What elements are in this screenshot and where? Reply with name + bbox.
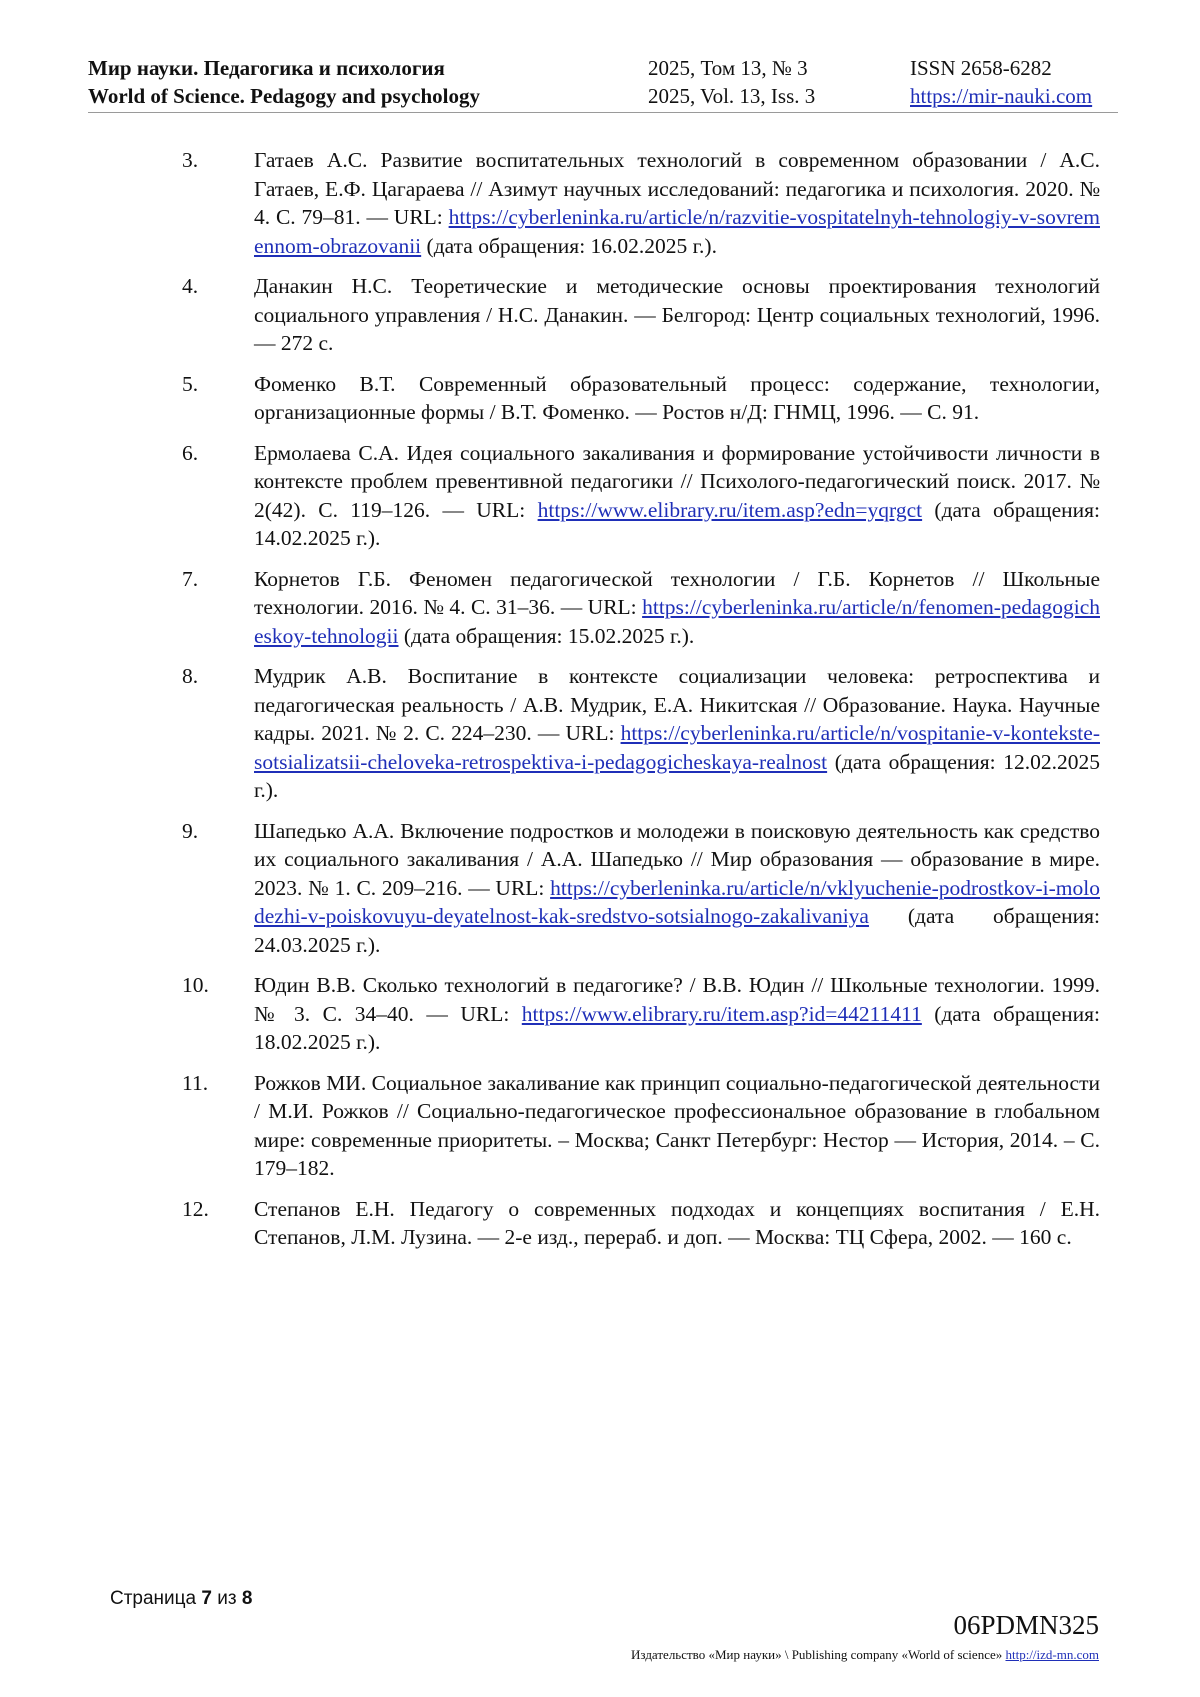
page-separator: из	[217, 1588, 237, 1609]
issue-en: 2025, Vol. 13, Iss. 3	[648, 84, 816, 108]
reference-link[interactable]: https://www.elibrary.ru/item.asp?id=44211411	[521, 1001, 922, 1026]
reference-link[interactable]: https://cyberleninka.ru/article/n/vklyuchenie-podrostkov-i-molodezhi-v-poiskovuyu-deyatelnost-kak-sredstvo-sotsialnogo-zakalivaniya	[254, 875, 1100, 928]
reference-number: 3.	[182, 148, 199, 172]
reference-number: 9.	[182, 818, 199, 843]
publisher-line	[631, 1647, 1099, 1663]
reference-number: 12.	[182, 1196, 209, 1221]
reference-item	[182, 1195, 1100, 1252]
reference-number: 5.	[182, 371, 199, 396]
page-prefix: Страница	[110, 1588, 197, 1609]
reference-item	[182, 439, 1100, 553]
reference-number: 6.	[182, 440, 199, 465]
reference-access-date: (дата обращения: 15.02.2025 г.).	[398, 623, 695, 648]
reference-text: Рожков МИ. Социальное закаливание как принцип социально-педагогической деятельности / М.И. Рожков // Социально-педагогическое профессиональное образование в глобальном мире: современные приоритеты. – Москва; Санкт Петербург: Нестор — История, 2014. – С. 179–182.	[254, 1070, 1100, 1180]
reference-item	[182, 370, 1100, 427]
reference-text: Гатаев А.С. Развитие воспитательных технологий в современном образовании / А.С. Гатаев, Е.Ф. Цагараева // Азимут научных исследований: педагогика и психология. 2020. № 4. С. 79–81. — URL:	[254, 148, 1100, 229]
reference-access-date: (дата обращения: 14.02.2025 г.).	[254, 497, 1100, 550]
page-header	[88, 54, 1118, 113]
reference-text: Юдин В.В. Сколько технологий в педагогике? / В.В. Юдин // Школьные технологии. 1999. № 3. С. 34–40. — URL:	[254, 973, 1100, 1026]
reference-item	[182, 146, 1100, 260]
reference-item	[182, 565, 1100, 651]
reference-text: Шапедько А.А. Включение подростков и молодежи в поисковую деятельность как средство их социального закаливания / А.А. Шапедько // Мир образования — образование в мире. 2023. № 1. С. 209–216. — URL:	[254, 818, 1100, 900]
article-code: 06PDMN325	[953, 1610, 1099, 1640]
reference-access-date: (дата обращения: 18.02.2025 г.).	[254, 1001, 1100, 1054]
reference-text: Мудрик А.В. Воспитание в контексте социализации человека: ретроспектива и педагогическая реальность / А.В. Мудрик, Е.А. Никитская // Образование. Наука. Научные кадры. 2021. № 2. С. 224–230. — URL:	[254, 664, 1100, 745]
reference-link[interactable]: https://cyberleninka.ru/article/n/vospitanie-v-kontekste-sotsializatsii-cheloveka-retrospektiva-i-pedagogicheskaya-realnost	[254, 721, 1100, 774]
journal-title-en: World of Science. Pedagogy and psychology	[88, 84, 481, 108]
reference-text: Степанов Е.Н. Педагогу о современных подходах и концепциях воспитания / Е.Н. Степанов, Л.М. Лузина. — 2-е изд., перераб. и доп. — Москва: ТЦ Сфера, 2002. — 160 с.	[254, 1196, 1100, 1249]
page-current: 7	[201, 1588, 212, 1609]
reference-access-date: (дата обращения: 16.02.2025 г.).	[421, 233, 717, 258]
issn: ISSN 2658-6282	[910, 56, 1052, 80]
reference-link[interactable]: https://cyberleninka.ru/article/n/fenomen-pedagogicheskoy-tehnologii	[254, 595, 1100, 648]
reference-number: 8.	[182, 664, 199, 688]
reference-item	[182, 662, 1100, 805]
reference-item	[182, 971, 1100, 1057]
reference-number: 11.	[182, 1070, 209, 1095]
reference-text: Данакин Н.С. Теоретические и методические основы проектирования технологий социального управления / Н.С. Данакин. — Белгород: Центр социальных технологий, 1996. — 272 с.	[254, 274, 1100, 355]
reference-text: Корнетов Г.Б. Феномен педагогической технологии / Г.Б. Корнетов // Школьные технологии. 2016. № 4. С. 31–36. — URL:	[254, 566, 1100, 619]
reference-number: 7.	[182, 566, 199, 591]
issue-ru: 2025, Том 13, № 3	[648, 56, 808, 80]
page-counter	[110, 1588, 252, 1610]
publisher-link[interactable]: http://izd-mn.com	[1005, 1647, 1099, 1662]
reference-list	[182, 146, 1100, 1264]
page-total: 8	[241, 1588, 253, 1609]
reference-text: Фоменко В.Т. Современный образовательный процесс: содержание, технологии, организационные формы / В.Т. Фоменко. — Ростов н/Д: ГНМЦ, 1996. — С. 91.	[254, 371, 1100, 424]
reference-access-date: (дата обращения: 12.02.2025 г.).	[254, 749, 1100, 802]
reference-item	[182, 272, 1100, 358]
journal-title-ru: Мир науки. Педагогика и психология	[88, 56, 445, 80]
reference-item	[182, 1069, 1100, 1183]
reference-item	[182, 817, 1100, 960]
journal-site-link[interactable]: https://mir-nauki.com	[910, 84, 1093, 108]
reference-link[interactable]: https://www.elibrary.ru/item.asp?edn=yqrgct	[537, 497, 923, 522]
reference-link[interactable]: https://cyberleninka.ru/article/n/razvitie-vospitatelnyh-tehnologiy-v-sovremennom-obrazovanii	[254, 205, 1100, 258]
reference-access-date: (дата обращения: 24.03.2025 г.).	[254, 904, 1100, 957]
publisher-text: Издательство «Мир науки» \ Publishing company «World of science»	[631, 1647, 1006, 1662]
reference-number: 10.	[182, 973, 209, 997]
reference-number: 4.	[182, 274, 199, 298]
reference-text: Ермолаева С.А. Идея социального закаливания и формирование устойчивости личности в контексте проблем превентивной педагогики // Психолого-педагогический поиск. 2017. № 2(42). С. 119–126. — URL:	[254, 440, 1100, 522]
